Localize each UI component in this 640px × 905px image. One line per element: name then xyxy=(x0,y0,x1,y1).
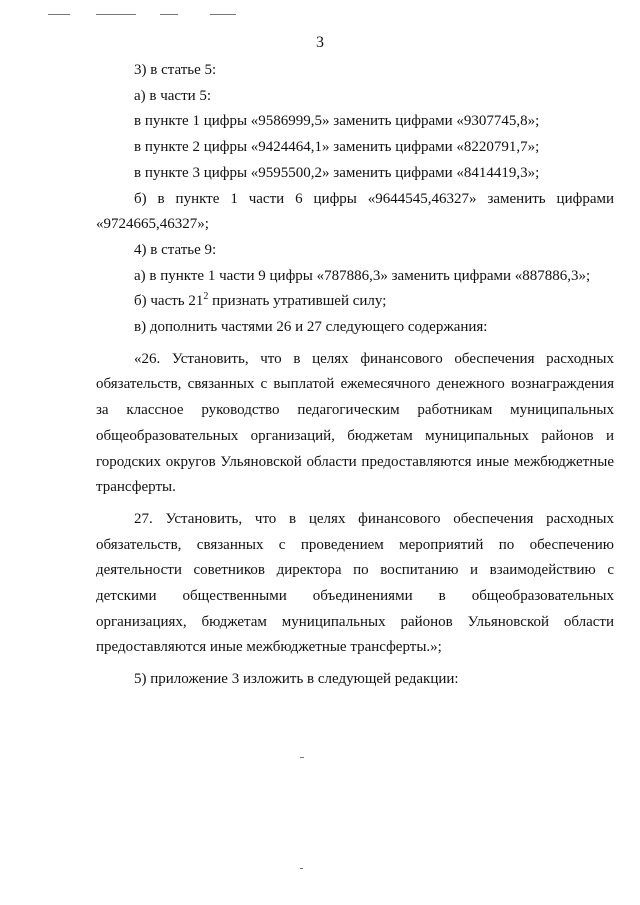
scan-speck xyxy=(300,868,303,869)
article-9-sub-b-superscript: 2 xyxy=(203,291,209,303)
scan-speck xyxy=(210,14,236,15)
part-26-paragraph: «26. Установить, что в целях финансового обеспечения расходных обязательств, связанных с выплатой ежемесячного денежного вознаграждения за классное руководство педагогическим работникам муниципальных общеобразовательных организаций, бюджетам муниципальных районов и городских округов Ульяновской области предоставляются иные межбюджетные трансферты. xyxy=(96,350,614,496)
article-5-item-1: в пункте 1 цифры «9586999,5» заменить цифрами «9307745,8»; xyxy=(134,113,540,130)
article-5-sub-b-line-1: б) в пункте 1 части 6 цифры «9644545,46327» заменить цифрами xyxy=(134,190,614,207)
article-5-sub-b-line-2: «9724665,46327»; xyxy=(96,216,209,233)
scan-speck xyxy=(300,757,304,758)
document-body xyxy=(96,58,614,693)
article-5-heading: 3) в статье 5: xyxy=(134,62,217,78)
article-9-sub-a: а) в пункте 1 части 9 цифры «787886,3» заменить цифрами «887886,3»; xyxy=(134,267,591,284)
scan-speck xyxy=(48,14,70,15)
part-27-paragraph: 27. Установить, что в целях финансового обеспечения расходных обязательств, связанных с проведением мероприятий по обеспечению деятельности советников директора по воспитанию и взаимодействию с детскими общественными объединениями в общеобразовательных организациях, бюджетам муниципальных районов Ульяновской области предоставляются иные межбюджетные трансферты.»; xyxy=(96,510,614,656)
scan-speck xyxy=(160,14,178,15)
article-9-sub-b-rest: признать утратившей силу; xyxy=(208,293,387,310)
appendix-3-paragraph: 5) приложение 3 изложить в следующей редакции: xyxy=(134,671,459,688)
article-9-heading: 4) в статье 9: xyxy=(134,241,217,258)
article-5-sub-a: а) в части 5: xyxy=(134,87,212,104)
scan-speck xyxy=(96,14,136,15)
article-9-sub-b-text: б) часть 21 xyxy=(134,293,204,310)
article-9-sub-v: в) дополнить частями 26 и 27 следующего содержания: xyxy=(134,319,488,336)
article-9-sub-b xyxy=(96,289,614,315)
page-number: 3 xyxy=(316,34,324,51)
article-5-item-3: в пункте 3 цифры «9595500,2» заменить цифрами «8414419,3»; xyxy=(134,164,540,181)
article-5-item-2: в пункте 2 цифры «9424464,1» заменить цифрами «8220791,7»; xyxy=(134,139,540,156)
